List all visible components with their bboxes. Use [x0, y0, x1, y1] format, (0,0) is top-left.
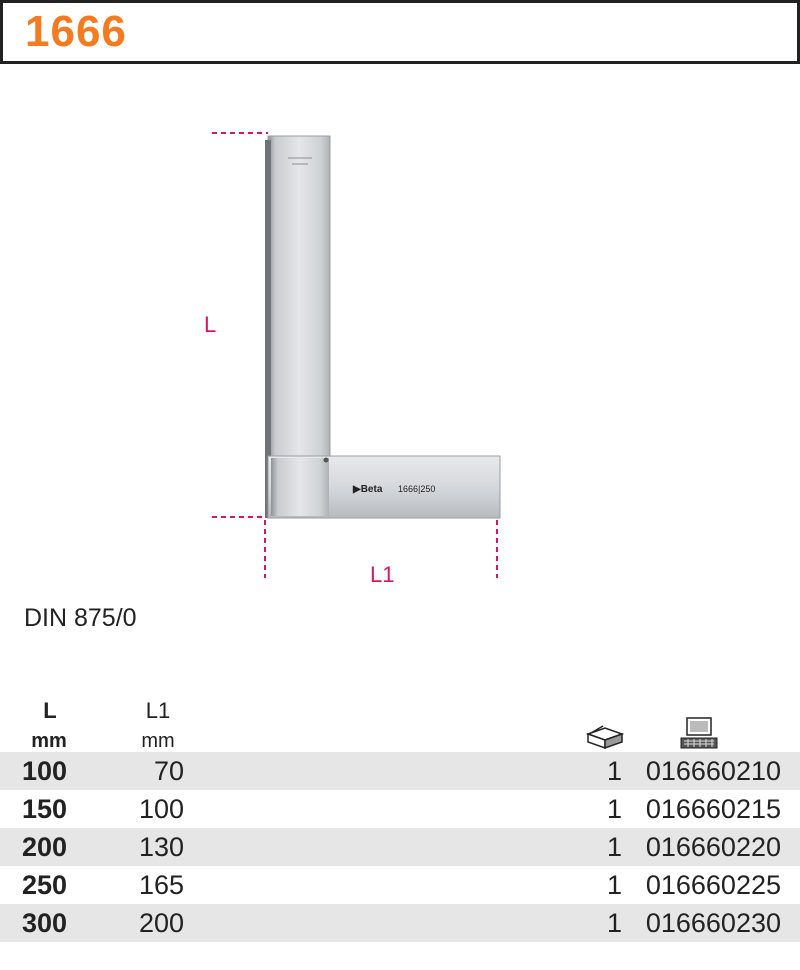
cell-l: 250: [22, 870, 68, 900]
table-row: [0, 752, 800, 790]
cell-l: 150: [22, 794, 68, 824]
cell-l1: 165: [138, 870, 184, 900]
cell-code: 016660230: [645, 908, 781, 938]
cell-l1: 70: [153, 756, 184, 786]
product-header: [0, 0, 800, 64]
standard-label: DIN 875/0: [24, 604, 137, 632]
cell-l1: 100: [138, 794, 184, 824]
cell-qty: 1: [606, 870, 622, 900]
table-row: [0, 904, 800, 942]
box-icon: [585, 722, 625, 750]
header-l-unit: mm: [31, 730, 67, 752]
table-row: [0, 828, 800, 866]
product-table: [0, 752, 800, 942]
cell-l1: 200: [138, 908, 184, 938]
model-stamp: 1666|250: [398, 484, 436, 494]
cell-l: 200: [22, 832, 68, 862]
square-drawing: [0, 60, 800, 600]
cell-code: 016660210: [645, 756, 781, 786]
header-l1: L1: [145, 698, 171, 723]
relief-notch: [324, 458, 329, 463]
cell-qty: 1: [606, 908, 622, 938]
table-row: [0, 866, 800, 904]
cell-code: 016660215: [645, 794, 781, 824]
cell-l: 100: [22, 756, 68, 786]
header-l1-unit: mm: [141, 730, 175, 752]
table-row: [0, 790, 800, 828]
cell-code: 016660225: [645, 870, 781, 900]
cell-l1: 130: [138, 832, 184, 862]
computer-icon: [678, 716, 720, 750]
dimension-label-l: L: [204, 312, 217, 337]
cell-qty: 1: [606, 794, 622, 824]
cell-qty: 1: [606, 756, 622, 786]
cell-code: 016660220: [645, 832, 781, 862]
header-l: L: [43, 698, 57, 723]
beta-stamp: ▶Beta: [353, 484, 383, 495]
cell-l: 300: [22, 908, 68, 938]
product-code: 1666: [25, 7, 127, 56]
cell-qty: 1: [606, 832, 622, 862]
dimension-label-l1: L1: [370, 562, 395, 587]
